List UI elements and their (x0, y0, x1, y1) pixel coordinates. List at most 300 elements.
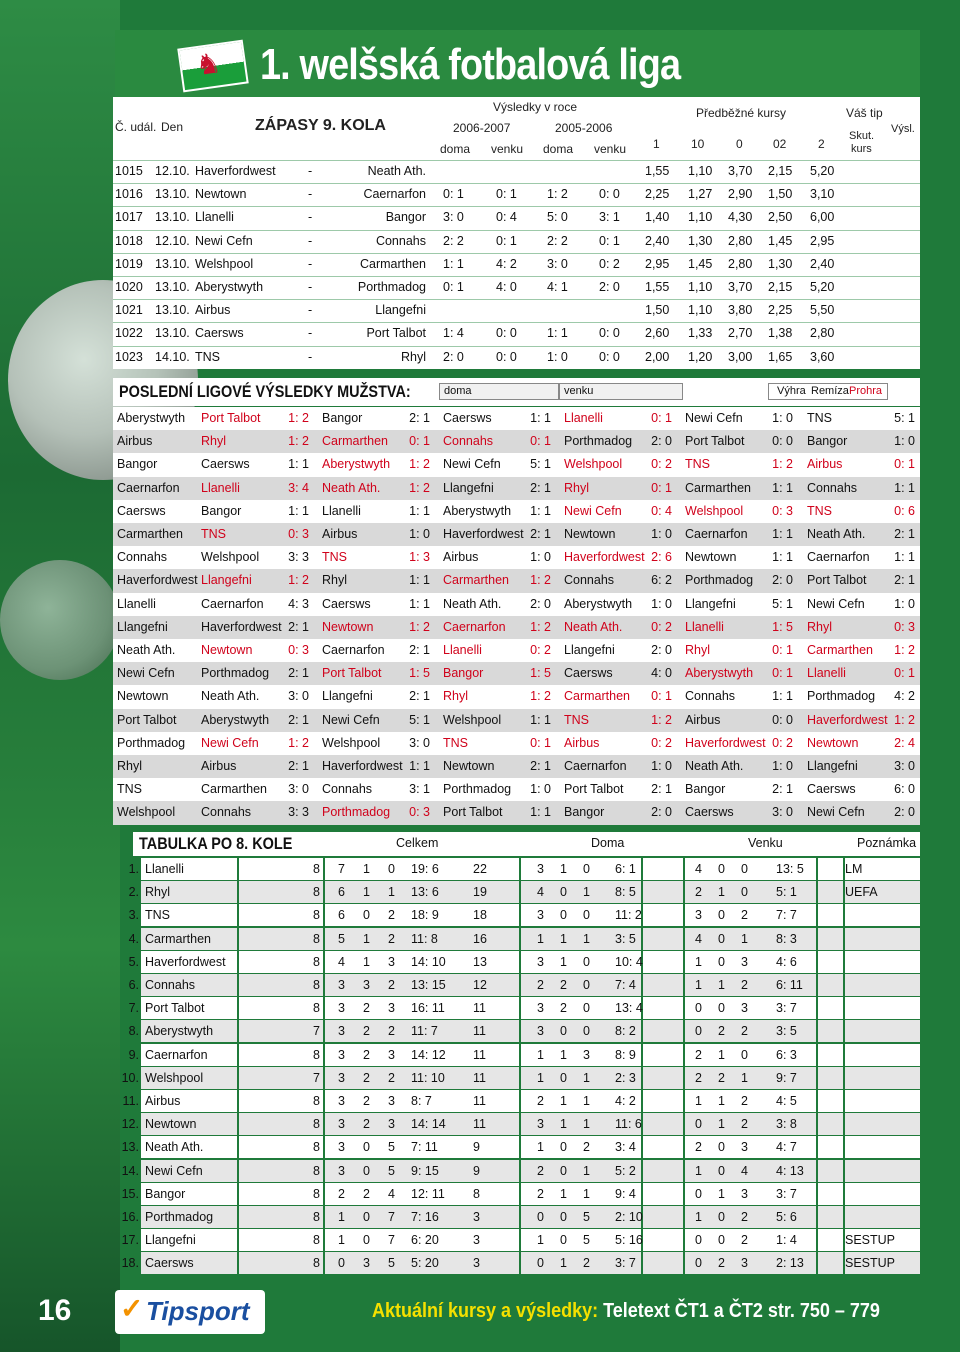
standing-cell: 3 (388, 954, 395, 969)
result-score: 0: 1 (894, 666, 915, 681)
standings-title: TABULKA PO 8. KOLE (139, 834, 293, 853)
odds-header: Předběžné kursy (696, 106, 787, 120)
standing-cell: 9: 15 (411, 1163, 439, 1178)
result-team: Llanelli (117, 596, 156, 611)
result-score: 2: 1 (894, 573, 915, 588)
standing-cell: 1 (537, 1070, 544, 1085)
result-opponent: Haverfordwest (322, 759, 403, 773)
standing-cell: 1 (741, 931, 748, 946)
column-gap (323, 1044, 325, 1066)
standing-body (141, 1090, 920, 1112)
fixture-home: Welshpool (195, 256, 254, 271)
result-score: 1: 2 (894, 712, 915, 727)
result-opponent: Llangefni (443, 480, 494, 495)
fixture-v1: 4: 0 (496, 280, 517, 294)
result-score: 6: 0 (894, 782, 915, 797)
column-gap (519, 1113, 521, 1135)
standing-rank: 5. (128, 954, 139, 969)
result-score: 1: 1 (530, 712, 551, 727)
column-gap (816, 1113, 818, 1135)
fixture-sep: - (308, 210, 313, 225)
standing-cell: Bangor (145, 1186, 186, 1201)
standing-body (141, 1044, 920, 1066)
result-score: 1: 2 (530, 573, 551, 588)
result-opponent: Bangor (322, 411, 363, 425)
standing-cell: 2 (338, 1186, 345, 1201)
standing-cell: 22 (473, 862, 487, 876)
column-gap (519, 997, 521, 1019)
result-score: 1: 0 (772, 411, 793, 425)
column-gap (816, 858, 818, 880)
result-opponent: Neath Ath. (564, 619, 623, 634)
standing-cell: 1 (741, 1070, 748, 1085)
standing-cell: 3 (741, 1256, 748, 1271)
standing-cell: 0 (560, 908, 567, 923)
standing-cell: 3 (473, 1210, 480, 1224)
column-gap (843, 1206, 845, 1228)
standing-cell: 1 (718, 1094, 725, 1108)
column-gap (641, 1160, 643, 1182)
column-gap (519, 858, 521, 880)
fixture-den: 13.10. (155, 280, 190, 294)
standing-rank: 13. (121, 1140, 139, 1155)
standing-body (141, 1206, 920, 1228)
standing-cell: 0 (560, 885, 567, 900)
fixture-d1: 0: 1 (443, 280, 464, 294)
column-gap (237, 1020, 239, 1042)
standing-cell: 0 (718, 1001, 725, 1016)
standing-cell: Aberystwyth (145, 1024, 214, 1039)
result-score: 0: 0 (772, 712, 793, 727)
standing-cell: 7 (313, 1024, 320, 1039)
standing-row (113, 974, 920, 997)
result-score: 1: 2 (530, 619, 551, 634)
standing-cell: 5 (388, 1163, 395, 1178)
result-opponent: Caernarfon (685, 527, 748, 541)
col-odds-10: 10 (691, 137, 705, 151)
standing-row (113, 1113, 920, 1136)
fixture-row-divider (113, 346, 920, 347)
result-opponent: Caersws (564, 666, 613, 681)
column-gap (816, 904, 818, 926)
result-opponent: Caersws (443, 411, 492, 425)
result-team: Airbus (117, 434, 153, 449)
result-score: 1: 0 (894, 434, 915, 449)
standing-cell: 0 (695, 1117, 702, 1132)
result-team: Connahs (117, 550, 168, 565)
standing-cell: 8 (313, 1256, 320, 1271)
result-opponent: Newi Cefn (322, 712, 380, 727)
standing-cell: 3 (388, 1117, 395, 1132)
result-opponent: Aberystwyth (685, 666, 754, 681)
standing-cell: 19: 6 (411, 862, 439, 876)
fixture-o1: 2,00 (645, 349, 670, 364)
fixture-away: Port Talbot (366, 326, 426, 341)
standing-cell: Port Talbot (145, 1001, 205, 1016)
result-opponent: Aberystwyth (564, 596, 633, 611)
result-opponent: Carmarthen (322, 434, 388, 449)
result-opponent: Caernarfon (201, 596, 264, 611)
standing-cell: 3 (388, 1094, 395, 1108)
column-gap (641, 928, 643, 950)
result-opponent: Llangefni (201, 573, 252, 588)
fixture-away: Rhyl (400, 349, 426, 364)
away-label: venku (559, 383, 683, 400)
result-row (113, 430, 920, 453)
standing-cell: 0 (741, 1047, 748, 1062)
column-gap (323, 1067, 325, 1089)
result-score: 2: 1 (288, 666, 309, 681)
result-team: Aberystwyth (117, 411, 186, 425)
result-score: 1: 1 (409, 759, 430, 773)
column-gap (843, 1183, 845, 1205)
standing-cell: 2 (537, 978, 544, 992)
standing-cell: 11: 8 (411, 931, 438, 946)
standing-cell: 3 (741, 954, 748, 969)
result-opponent: Newi Cefn (685, 411, 743, 425)
standing-cell: Carmarthen (145, 931, 211, 946)
standing-body (141, 1020, 920, 1042)
fixture-v2: 0: 0 (599, 326, 620, 341)
standing-cell: 2 (718, 1070, 725, 1085)
fixture-o02: 2,50 (768, 210, 793, 225)
standing-row (113, 1020, 920, 1043)
result-score: 0: 3 (409, 805, 430, 820)
standing-body (141, 1160, 920, 1182)
col-away: Venku (748, 836, 783, 850)
standing-cell: 0 (718, 1233, 725, 1248)
standing-cell: 2 (695, 1070, 702, 1085)
standing-cell: 0 (695, 1186, 702, 1201)
fixture-den: 13.10. (155, 326, 190, 341)
result-score: 0: 2 (651, 619, 672, 634)
standing-cell: Caersws (145, 1256, 194, 1271)
fixture-row-divider (113, 160, 920, 161)
result-opponent: Caersws (685, 805, 734, 820)
standing-cell: 16 (473, 931, 487, 946)
result-opponent: Rhyl (564, 480, 590, 495)
standing-cell: 2 (695, 1047, 702, 1062)
result-score: 1: 1 (894, 550, 915, 565)
standing-cell: 1 (537, 931, 544, 946)
standing-cell: 11: 10 (411, 1070, 445, 1085)
column-gap (816, 1252, 818, 1274)
result-opponent: Rhyl (443, 689, 469, 704)
result-opponent: Porthmadog (443, 782, 512, 797)
standing-rank: 12. (121, 1117, 139, 1132)
standing-cell: 1 (363, 885, 370, 900)
column-gap (683, 1020, 685, 1042)
column-gap (323, 928, 325, 950)
result-score: 2: 1 (409, 643, 430, 657)
standing-cell: 8 (313, 885, 320, 900)
standing-cell: 3 (338, 1163, 345, 1178)
standing-cell: 0 (583, 954, 590, 969)
column-gap (237, 1206, 239, 1228)
background-strip (920, 0, 960, 1352)
fixture-away: Porthmadog (357, 280, 426, 294)
standing-cell: 2 (741, 978, 748, 992)
standing-rank: 14. (121, 1163, 139, 1178)
result-row (113, 732, 920, 755)
result-opponent: Welshpool (564, 457, 623, 472)
result-row (113, 569, 920, 592)
result-score: 2: 0 (651, 643, 672, 657)
standing-cell: 2: 3 (615, 1070, 636, 1085)
standing-cell: 3 (388, 1001, 395, 1016)
fixture-home: Llanelli (195, 210, 234, 225)
result-score: 1: 2 (772, 457, 793, 472)
fixture-row-divider (113, 299, 920, 300)
standing-cell: 1 (718, 1047, 725, 1062)
standing-cell: 11 (473, 1094, 486, 1108)
standing-cell: 9 (473, 1140, 480, 1155)
standing-cell: 1 (583, 885, 590, 900)
fixture-o1: 1,50 (645, 303, 670, 318)
standing-cell: 2 (388, 1070, 395, 1085)
result-row (113, 709, 920, 732)
column-gap (323, 1206, 325, 1228)
result-opponent: Porthmadog (564, 434, 633, 449)
column-gap (641, 1136, 643, 1158)
standing-cell: 8 (313, 931, 320, 946)
result-opponent: Aberystwyth (443, 503, 512, 518)
result-opponent: Airbus (807, 457, 843, 472)
result-score: 1: 2 (530, 689, 551, 704)
column-gap (843, 1090, 845, 1112)
result-team: Llangefni (117, 619, 168, 634)
standing-cell: 7: 16 (411, 1210, 439, 1224)
result-row (113, 662, 920, 685)
standing-cell: 1: 4 (776, 1233, 797, 1248)
standing-cell: 18 (473, 908, 487, 923)
result-opponent: Caernarfon (443, 619, 506, 634)
result-score: 0: 1 (530, 735, 551, 750)
result-opponent: Bangor (807, 434, 848, 449)
standing-cell: 11: 6 (615, 1117, 642, 1132)
fixture-o1: 1,55 (645, 280, 670, 294)
fixture-sep: - (308, 187, 313, 202)
fixture-o0: 2,70 (728, 326, 753, 341)
result-opponent: Neath Ath. (443, 596, 502, 611)
standing-cell: 2 (388, 978, 395, 992)
standing-cell: 5: 1 (776, 885, 797, 900)
fixture-away: Caernarfon (363, 187, 426, 202)
standing-cell: Welshpool (145, 1070, 204, 1085)
result-score: 5: 1 (409, 712, 430, 727)
standing-cell: 8 (313, 1163, 320, 1178)
result-score: 1: 0 (651, 759, 672, 773)
column-gap (641, 1183, 643, 1205)
standing-cell: 3 (338, 1117, 345, 1132)
result-opponent: TNS (322, 550, 347, 565)
standing-rank: 3. (128, 908, 139, 923)
standing-row (113, 1229, 920, 1252)
result-opponent: Connahs (807, 480, 858, 495)
fixture-away: Carmarthen (360, 256, 426, 271)
standing-row (113, 1206, 920, 1229)
standing-cell: 1 (583, 1070, 590, 1085)
standing-cell: 11 (473, 1070, 486, 1085)
standing-cell: 0 (537, 1210, 544, 1224)
result-row (113, 407, 920, 430)
standing-rank: 7. (128, 1001, 139, 1016)
result-opponent: Airbus (322, 527, 358, 541)
result-opponent: Airbus (443, 550, 479, 565)
column-gap (641, 1252, 643, 1274)
result-opponent: Caersws (322, 596, 371, 611)
standing-cell: 1 (560, 954, 567, 969)
fixture-den: 13.10. (155, 256, 190, 271)
result-score: 1: 1 (772, 527, 793, 541)
standing-cell: 1 (560, 1186, 567, 1201)
standing-cell: 1 (560, 1047, 567, 1062)
column-gap (641, 1090, 643, 1112)
standing-cell: 1 (537, 1047, 544, 1062)
standing-cell: 2 (363, 1024, 370, 1039)
result-opponent: Llanelli (201, 480, 240, 495)
result-score: 3: 0 (772, 805, 793, 820)
standing-cell: 3: 8 (776, 1117, 797, 1132)
standing-cell: 0 (363, 908, 370, 923)
standing-cell: 5: 20 (411, 1256, 439, 1271)
fixture-d2: 1: 1 (547, 326, 568, 341)
result-score: 0: 4 (651, 503, 672, 518)
column-gap (843, 904, 845, 926)
standing-cell: 0 (363, 1210, 370, 1224)
standing-cell: 5: 16 (615, 1233, 643, 1248)
standing-cell: 1 (537, 1140, 544, 1155)
result-score: 1: 1 (409, 573, 430, 588)
standing-cell: 7: 4 (615, 978, 636, 992)
result-score: 5: 1 (772, 596, 793, 611)
fixture-o2: 2,95 (810, 233, 835, 248)
standing-cell: 8 (313, 1001, 320, 1016)
standing-cell: 8 (313, 908, 320, 923)
result-score: 1: 0 (772, 759, 793, 773)
standing-cell: 3 (338, 1024, 345, 1039)
result-score: 2: 6 (651, 550, 672, 565)
recent-results-table (113, 407, 920, 825)
standing-cell: 3: 5 (776, 1024, 797, 1039)
fixture-sep: - (308, 303, 313, 318)
result-opponent: Newi Cefn (807, 805, 865, 820)
result-score: 1: 0 (651, 527, 672, 541)
result-score: 0: 1 (651, 480, 672, 495)
column-gap (683, 1067, 685, 1089)
standing-cell: 7 (388, 1233, 395, 1248)
standing-cell: 4 (695, 931, 702, 946)
standing-cell: 3: 5 (615, 931, 636, 946)
fixture-id: 1020 (115, 280, 143, 294)
standing-cell: 11: 7 (411, 1024, 438, 1039)
result-opponent: Bangor (201, 503, 242, 518)
fixture-o10: 1,10 (688, 280, 713, 294)
column-gap (683, 928, 685, 950)
result-score: 3: 0 (409, 735, 430, 750)
fixture-v1: 0: 1 (496, 187, 517, 202)
fixture-o02: 2,25 (768, 303, 793, 318)
col-home: Doma (591, 836, 625, 850)
fixture-v1: 0: 0 (496, 349, 517, 364)
fixture-id: 1017 (115, 210, 143, 225)
standing-cell: 8 (313, 1186, 320, 1201)
column-gap (683, 1136, 685, 1158)
result-opponent: TNS (564, 712, 589, 727)
column-gap (816, 951, 818, 973)
fixture-row-divider (113, 276, 920, 277)
standing-cell: 2 (363, 1047, 370, 1062)
column-gap (683, 881, 685, 903)
column-gap (519, 1252, 521, 1274)
fixture-home: Newtown (195, 187, 247, 202)
result-score: 2: 1 (288, 619, 309, 634)
result-opponent: Llanelli (322, 503, 361, 518)
fixture-row-divider (113, 230, 920, 231)
result-score: 1: 2 (409, 619, 430, 634)
column-gap (843, 1113, 845, 1135)
result-score: 4: 2 (894, 689, 915, 704)
fixture-o10: 1,10 (688, 210, 713, 225)
fixture-o2: 2,40 (810, 256, 835, 271)
result-opponent: Llangefni (322, 689, 373, 704)
standing-cell: 2 (741, 1094, 748, 1108)
result-opponent: TNS (807, 411, 832, 425)
result-score: 2: 1 (894, 527, 915, 541)
standing-cell: UEFA (845, 885, 878, 900)
result-opponent: Connahs (201, 805, 252, 820)
standing-cell: 0 (338, 1256, 345, 1271)
column-gap (323, 1136, 325, 1158)
fixture-o1: 2,95 (645, 256, 670, 271)
standing-cell: 2 (560, 1001, 567, 1016)
standing-cell: 0 (741, 862, 748, 876)
standing-cell: 8 (313, 1094, 320, 1108)
result-score: 2: 0 (651, 805, 672, 820)
result-score: 1: 0 (651, 596, 672, 611)
result-score: 2: 1 (409, 689, 430, 704)
fixture-o10: 1,33 (688, 326, 713, 341)
result-opponent: Neath Ath. (685, 759, 744, 773)
result-opponent: Carmarthen (807, 643, 873, 657)
fixture-o10: 1,20 (688, 349, 713, 364)
result-score: 1: 3 (409, 550, 430, 565)
standing-cell: 18: 9 (411, 908, 439, 923)
standing-cell: 3 (473, 1256, 480, 1271)
result-team: Welshpool (117, 805, 176, 820)
fixture-away: Llangefni (375, 303, 426, 318)
fixture-d2: 4: 1 (547, 280, 568, 294)
fixture-d2: 1: 2 (547, 187, 568, 202)
result-score: 2: 0 (772, 573, 793, 588)
standing-cell: 9: 7 (776, 1070, 797, 1085)
standing-cell: 3 (473, 1233, 480, 1248)
standing-body (141, 1252, 920, 1274)
result-score: 4: 0 (651, 666, 672, 681)
standing-cell: 4: 7 (776, 1140, 797, 1155)
fixture-away: Connahs (375, 233, 426, 248)
result-opponent: Newi Cefn (443, 457, 501, 472)
result-score: 1: 1 (409, 596, 430, 611)
standing-cell: 2 (388, 931, 395, 946)
column-gap (519, 1229, 521, 1251)
result-score: 1: 0 (530, 550, 551, 565)
result-opponent: Llangefni (685, 596, 736, 611)
standing-cell: 0 (560, 1163, 567, 1178)
standing-cell: 3: 7 (776, 1001, 797, 1016)
fixture-o02: 1,65 (768, 349, 793, 364)
standing-cell: 1 (388, 885, 395, 900)
